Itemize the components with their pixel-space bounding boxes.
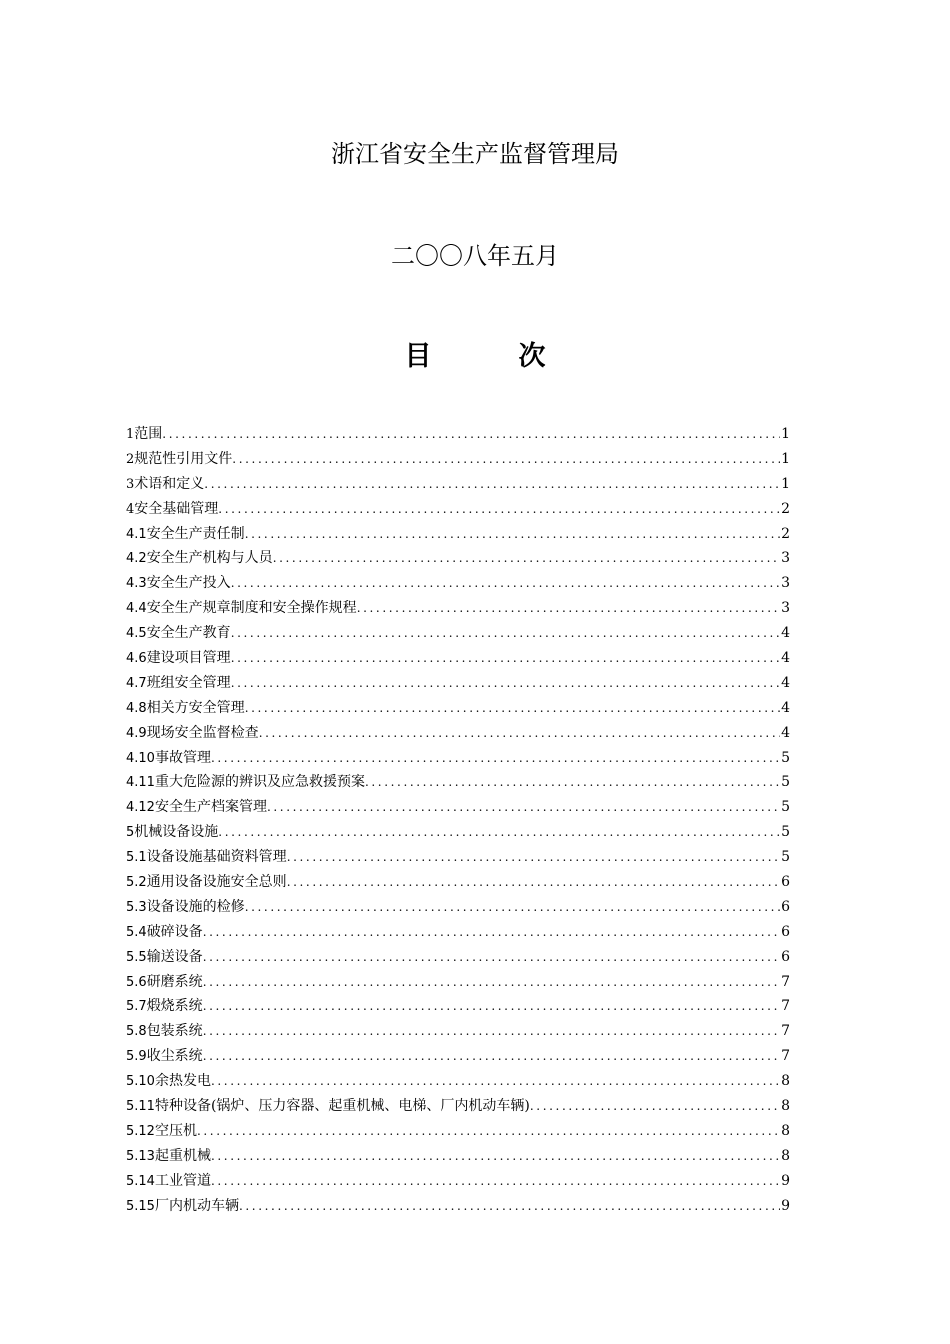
- toc-entry-number: 4.6: [126, 651, 147, 667]
- toc-entry-number: 5.13: [126, 1148, 155, 1164]
- toc-dot-leader: [357, 596, 780, 621]
- document-date: 二〇〇八年五月: [391, 242, 559, 270]
- toc-entry[interactable]: [126, 1094, 790, 1119]
- toc-entry-page: 4: [781, 625, 790, 642]
- toc-entry-number: 1: [126, 427, 135, 442]
- toc-entry-page: 7: [781, 973, 790, 990]
- toc-entry[interactable]: [126, 746, 790, 771]
- toc-dot-leader: [203, 920, 780, 945]
- toc-entry[interactable]: [126, 845, 790, 870]
- toc-entry[interactable]: [126, 1019, 790, 1044]
- toc-entry-page: 5: [781, 824, 790, 841]
- toc-entry-number: 5.14: [126, 1173, 155, 1189]
- toc-entry-title: 相关方安全管理: [146, 699, 245, 716]
- toc-entry-number: 5.2: [126, 875, 147, 891]
- toc-entry[interactable]: [126, 671, 790, 696]
- toc-entry[interactable]: [126, 920, 790, 945]
- toc-dot-leader: [218, 497, 780, 522]
- toc-entry-title: 空压机: [154, 1122, 197, 1139]
- toc-entry[interactable]: [126, 472, 790, 497]
- toc-entry[interactable]: [126, 945, 790, 970]
- toc-dot-leader: [245, 895, 780, 920]
- toc-entry-title: 重大危险源的辨识及应急救援预案: [154, 774, 365, 791]
- toc-entry-title: 术语和定义: [134, 475, 205, 492]
- table-of-contents: [126, 422, 790, 1219]
- toc-dot-leader: [204, 472, 780, 497]
- toc-entry-number: 5.6: [126, 974, 147, 990]
- toc-entry[interactable]: [126, 522, 790, 547]
- toc-entry-title: 安全生产机构与人员: [146, 550, 273, 567]
- toc-dot-leader: [267, 795, 780, 820]
- toc-entry-page: 9: [781, 1172, 790, 1189]
- toc-entry[interactable]: [126, 1169, 790, 1194]
- toc-entry-number: 3: [126, 476, 135, 492]
- toc-entry-page: 7: [781, 1048, 790, 1065]
- toc-entry-title: 安全基础管理: [134, 500, 219, 517]
- toc-entry-number: 4.11: [126, 775, 155, 791]
- toc-entry-title: 收尘系统: [146, 1048, 203, 1065]
- toc-entry[interactable]: [126, 1069, 790, 1094]
- toc-dot-leader: [365, 770, 780, 795]
- toc-entry-page: 6: [781, 874, 790, 891]
- toc-entry-title: 特种设备(锅炉、压力容器、起重机械、电梯、厂内机动车辆): [154, 1098, 530, 1115]
- toc-entry-number: 5: [126, 825, 135, 841]
- toc-dot-leader: [231, 621, 780, 646]
- toc-entry-number: 5.3: [126, 899, 147, 915]
- toc-entry-title: 现场安全监督检查: [146, 724, 259, 741]
- toc-entry-number: 5.9: [126, 1049, 147, 1065]
- toc-dot-leader: [259, 721, 780, 746]
- toc-entry-title: 事故管理: [154, 749, 211, 766]
- toc-entry[interactable]: [126, 721, 790, 746]
- toc-entry-page: 2: [781, 500, 790, 517]
- toc-dot-leader: [197, 1119, 780, 1144]
- toc-entry-title: 范围: [134, 426, 163, 442]
- toc-entry-title: 通用设备设施安全总则: [146, 874, 287, 891]
- toc-entry-title: 工业管道: [154, 1172, 211, 1189]
- toc-entry[interactable]: [126, 546, 790, 571]
- toc-entry-page: 6: [781, 948, 790, 965]
- toc-entry-title: 煅烧系统: [146, 998, 203, 1015]
- toc-entry-title: 安全生产档案管理: [154, 799, 267, 816]
- toc-dot-leader: [211, 1069, 780, 1094]
- toc-entry-page: 8: [781, 1098, 790, 1115]
- toc-entry[interactable]: [126, 1194, 790, 1219]
- toc-entry-title: 余热发电: [154, 1073, 211, 1090]
- toc-entry-title: 研磨系统: [146, 973, 203, 990]
- toc-entry-page: 9: [781, 1197, 790, 1214]
- toc-entry[interactable]: [126, 970, 790, 995]
- toc-entry-number: 4.3: [126, 576, 147, 592]
- toc-dot-leader: [530, 1094, 780, 1119]
- toc-entry-number: 5.12: [126, 1123, 155, 1139]
- toc-entry-page: 4: [781, 650, 790, 667]
- toc-entry-number: 5.8: [126, 1024, 147, 1040]
- toc-entry[interactable]: [126, 621, 790, 646]
- toc-entry[interactable]: [126, 994, 790, 1019]
- toc-entry[interactable]: [126, 895, 790, 920]
- toc-dot-leader: [239, 1194, 780, 1219]
- toc-dot-leader: [203, 970, 780, 995]
- toc-dot-leader: [287, 845, 780, 870]
- toc-entry-page: 8: [781, 1073, 790, 1090]
- toc-entry[interactable]: [126, 1044, 790, 1069]
- toc-entry-page: 4: [781, 674, 790, 691]
- toc-entry-page: 5: [781, 799, 790, 816]
- toc-entry[interactable]: [126, 1144, 790, 1169]
- toc-entry[interactable]: [126, 870, 790, 895]
- toc-entry-title: 安全生产规章制度和安全操作规程: [146, 600, 357, 617]
- toc-entry-title: 破碎设备: [146, 923, 203, 940]
- toc-entry-number: 4.4: [126, 601, 147, 617]
- toc-dot-leader: [211, 1144, 780, 1169]
- toc-entry-page: 1: [781, 426, 790, 442]
- toc-entry-page: 2: [781, 525, 790, 542]
- toc-dot-leader: [287, 870, 780, 895]
- toc-entry-number: 5.10: [126, 1074, 155, 1090]
- toc-entry-number: 4.8: [126, 700, 147, 716]
- toc-entry[interactable]: [126, 596, 790, 621]
- toc-dot-leader: [211, 746, 780, 771]
- toc-dot-leader: [273, 546, 780, 571]
- toc-entry[interactable]: [126, 1119, 790, 1144]
- toc-entry-page: 6: [781, 898, 790, 915]
- toc-entry-page: 3: [781, 550, 790, 567]
- toc-entry-page: 3: [781, 600, 790, 617]
- toc-entry-title: 建设项目管理: [146, 650, 231, 667]
- toc-dot-leader: [245, 696, 780, 721]
- toc-entry-number: 4: [126, 501, 135, 517]
- toc-entry-number: 5.5: [126, 949, 147, 965]
- toc-entry-number: 2: [126, 451, 135, 467]
- toc-dot-leader: [231, 671, 780, 696]
- toc-entry-page: 4: [781, 699, 790, 716]
- toc-dot-leader: [211, 1169, 780, 1194]
- toc-entry-page: 6: [781, 923, 790, 940]
- toc-entry-number: 5.11: [126, 1099, 155, 1115]
- toc-entry-title: 设备设施的检修: [146, 898, 245, 915]
- toc-entry-number: 4.5: [126, 626, 147, 642]
- toc-entry-number: 5.7: [126, 999, 147, 1015]
- toc-entry-title: 包装系统: [146, 1023, 203, 1040]
- toc-entry[interactable]: [126, 571, 790, 596]
- toc-entry-number: 4.10: [126, 750, 155, 766]
- toc-entry-title: 班组安全管理: [146, 674, 231, 691]
- toc-entry-number: 4.1: [126, 526, 147, 542]
- toc-entry-title: 输送设备: [146, 948, 203, 965]
- toc-entry-number: 4.9: [126, 725, 147, 741]
- toc-entry-number: 4.2: [126, 551, 147, 567]
- toc-dot-leader: [231, 646, 780, 671]
- toc-entry-page: 8: [781, 1122, 790, 1139]
- toc-entry-number: 5.1: [126, 850, 147, 866]
- toc-dot-leader: [245, 522, 780, 547]
- toc-entry-page: 5: [781, 774, 790, 791]
- toc-entry-page: 4: [781, 724, 790, 741]
- toc-dot-leader: [203, 994, 780, 1019]
- toc-entry-title: 安全生产投入: [146, 575, 231, 592]
- toc-dot-leader: [218, 820, 780, 845]
- toc-entry-title: 厂内机动车辆: [154, 1197, 239, 1214]
- toc-entry-page: 7: [781, 998, 790, 1015]
- toc-entry-page: 5: [781, 849, 790, 866]
- organization-title: 浙江省安全生产监督管理局: [331, 140, 619, 168]
- toc-dot-leader: [203, 1044, 780, 1069]
- toc-entry[interactable]: [126, 497, 790, 522]
- toc-entry[interactable]: [126, 696, 790, 721]
- toc-entry-page: 7: [781, 1023, 790, 1040]
- toc-entry-number: 4.7: [126, 675, 147, 691]
- toc-entry-title: 机械设备设施: [134, 824, 219, 841]
- toc-entry-page: 8: [781, 1147, 790, 1164]
- toc-entry[interactable]: [126, 820, 790, 845]
- toc-entry-title: 起重机械: [154, 1147, 211, 1164]
- toc-entry-number: 5.4: [126, 924, 147, 940]
- toc-entry[interactable]: [126, 646, 790, 671]
- toc-entry[interactable]: [126, 795, 790, 820]
- toc-entry-number: 4.12: [126, 800, 155, 816]
- toc-dot-leader: [231, 571, 780, 596]
- toc-dot-leader: [162, 422, 780, 447]
- toc-entry[interactable]: [126, 447, 790, 472]
- toc-entry-page: 3: [781, 575, 790, 592]
- toc-entry[interactable]: [126, 770, 790, 795]
- toc-entry-title: 安全生产责任制: [146, 525, 245, 542]
- toc-dot-leader: [203, 1019, 780, 1044]
- toc-entry[interactable]: [126, 422, 790, 447]
- toc-entry-number: 5.15: [126, 1198, 155, 1214]
- toc-entry-page: 1: [781, 475, 790, 492]
- toc-dot-leader: [232, 447, 780, 472]
- toc-dot-leader: [203, 945, 780, 970]
- toc-entry-title: 安全生产教育: [146, 625, 231, 642]
- toc-entry-title: 规范性引用文件: [134, 450, 233, 467]
- toc-entry-page: 1: [781, 450, 790, 467]
- toc-heading: 目 次: [404, 341, 576, 372]
- toc-entry-page: 5: [781, 749, 790, 766]
- toc-entry-title: 设备设施基础资料管理: [146, 849, 287, 866]
